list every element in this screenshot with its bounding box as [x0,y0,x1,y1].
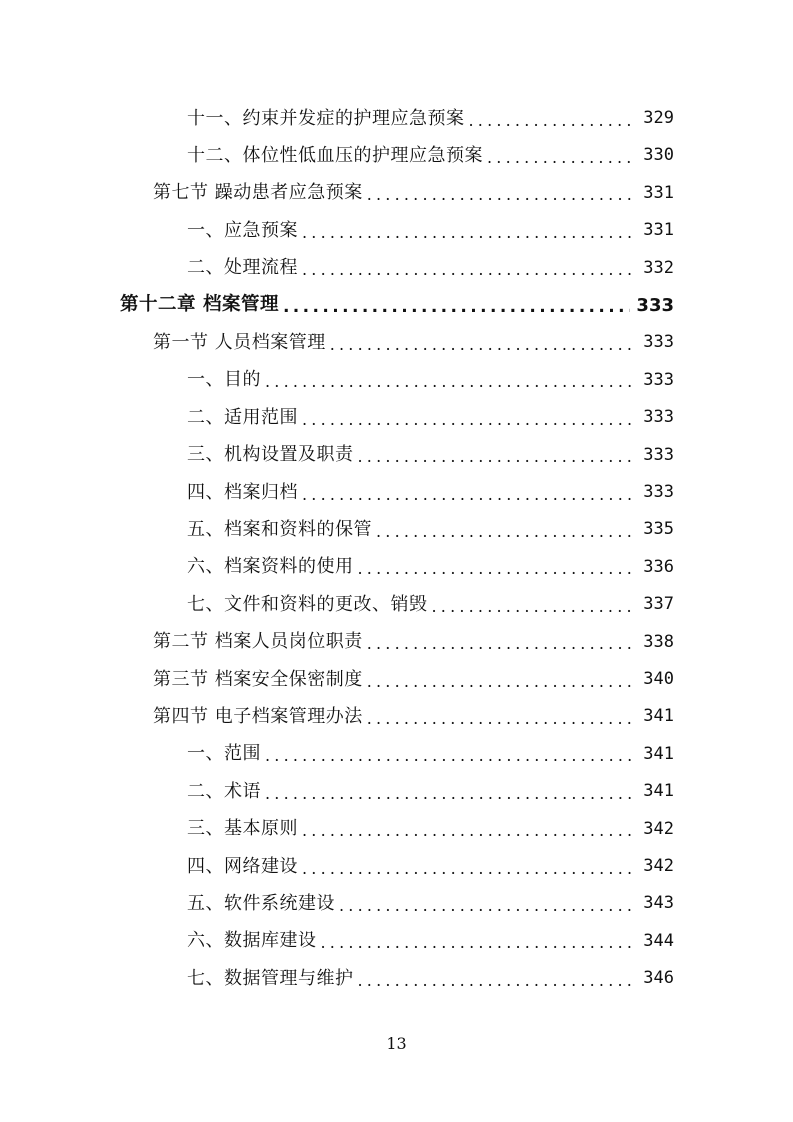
toc-entry-title: 五、档案和资料的保管 [187,518,372,540]
toc-dot-leader [302,412,636,428]
toc-entry-page: 340 [643,669,674,689]
toc-dot-leader [265,748,636,764]
toc-entry [187,811,674,848]
toc-entry-page: 330 [643,145,674,166]
toc-entry [187,250,674,287]
toc-entry [187,137,674,174]
toc-entry-title: 三、机构设置及职责 [187,444,354,466]
toc-dot-leader [367,187,636,203]
toc-entry-page: 335 [643,519,674,540]
toc-entry [187,212,674,249]
toc-entry-page: 341 [643,706,674,727]
toc-entry [187,100,674,137]
toc-entry [187,885,674,922]
toc-entry-page: 342 [643,818,674,839]
toc-dot-leader [339,898,636,914]
toc-entry-title: 第七节 躁动患者应急预案 [153,182,363,204]
toc-entry-title: 二、术语 [187,780,261,802]
toc-entry-title: 五、软件系统建设 [187,892,335,914]
toc-entry-page: 333 [636,294,674,316]
toc-entry-title: 七、文件和资料的更改、销毁 [187,593,428,615]
toc-entry [187,736,674,773]
toc-entry-page: 341 [643,743,674,764]
toc-entry-title: 六、档案资料的使用 [187,556,354,578]
page-number: 13 [386,1034,407,1053]
toc-chapter-entry [120,287,674,324]
toc-entry-page: 331 [643,220,674,241]
toc-entry-page: 342 [643,856,674,876]
toc-entry-page: 332 [643,257,674,278]
toc-dot-leader [321,935,637,951]
toc-dot-leader [265,786,636,802]
toc-entry [187,923,674,960]
toc-entry-title: 十一、约束并发症的护理应急预案 [187,107,465,129]
toc-entry [187,511,674,548]
toc-dot-leader [302,487,636,503]
toc-entry [187,773,674,810]
toc-entry-title: 第四节 电子档案管理办法 [153,705,363,727]
toc-entry-title: 一、应急预案 [187,219,298,241]
toc-entry-page: 344 [643,930,674,951]
toc-dot-leader [358,973,637,989]
toc-entry [153,175,674,212]
toc-dot-leader [432,599,637,615]
toc-entry [187,399,674,436]
toc-entry-page: 333 [643,482,674,502]
toc-entry [187,474,674,511]
toc-entry-title: 第一节 人员档案管理 [153,331,326,353]
toc-entry-title: 六、数据库建设 [187,930,317,952]
toc-entry [187,362,674,399]
toc-dot-leader [302,861,636,877]
toc-entry-page: 343 [643,893,674,914]
toc-dot-leader [358,561,637,577]
toc-dot-leader [302,225,636,241]
toc-dot-leader [469,113,637,129]
toc-entry-title: 第三节 档案安全保密制度 [153,668,363,690]
toc-entry-title: 二、适用范围 [187,406,298,428]
toc-entry-title: 十二、体位性低血压的护理应急预案 [187,144,483,166]
toc-dot-leader [367,636,636,652]
toc-entry [153,624,674,661]
toc-entry-title: 第十二章 档案管理 [120,294,279,316]
toc-entry [187,848,674,885]
toc-entry [153,324,674,361]
toc-entry [187,549,674,586]
toc-entry-page: 337 [643,594,674,615]
toc-dot-leader [265,374,636,390]
toc-entry [153,661,674,698]
toc-entry-title: 七、数据管理与维护 [187,967,354,989]
toc-entry [187,960,674,997]
toc-entry-page: 329 [643,108,674,128]
toc-entry-page: 338 [643,631,674,652]
toc-entry-title: 一、目的 [187,369,261,391]
toc-entry-title: 第二节 档案人员岗位职责 [153,631,363,653]
toc-dot-leader [302,262,636,278]
toc-entry-title: 二、处理流程 [187,257,298,279]
toc-dot-leader [283,299,630,316]
toc-entry-title: 四、档案归档 [187,481,298,503]
toc-entry-page: 331 [643,182,674,203]
toc-dot-leader [487,150,636,166]
toc-entry-page: 333 [643,444,674,465]
toc-dot-leader [376,524,636,540]
toc-entry-title: 三、基本原则 [187,818,298,840]
toc-entry-page: 346 [643,968,674,989]
toc-entry-page: 341 [643,781,674,802]
toc-entry-title: 一、范围 [187,743,261,765]
toc-dot-leader [330,337,636,353]
toc-dot-leader [302,823,636,839]
toc-entry-page: 333 [643,407,674,428]
toc-entry-page: 333 [643,369,674,390]
toc-dot-leader [367,711,636,727]
toc-entry [187,437,674,474]
toc-dot-leader [367,674,636,690]
toc-entry-title: 四、网络建设 [187,855,298,877]
toc-entry [153,698,674,735]
toc-entry-page: 336 [643,556,674,577]
toc-entry [187,586,674,623]
toc-entry-page: 333 [643,332,674,353]
toc-dot-leader [358,449,637,465]
